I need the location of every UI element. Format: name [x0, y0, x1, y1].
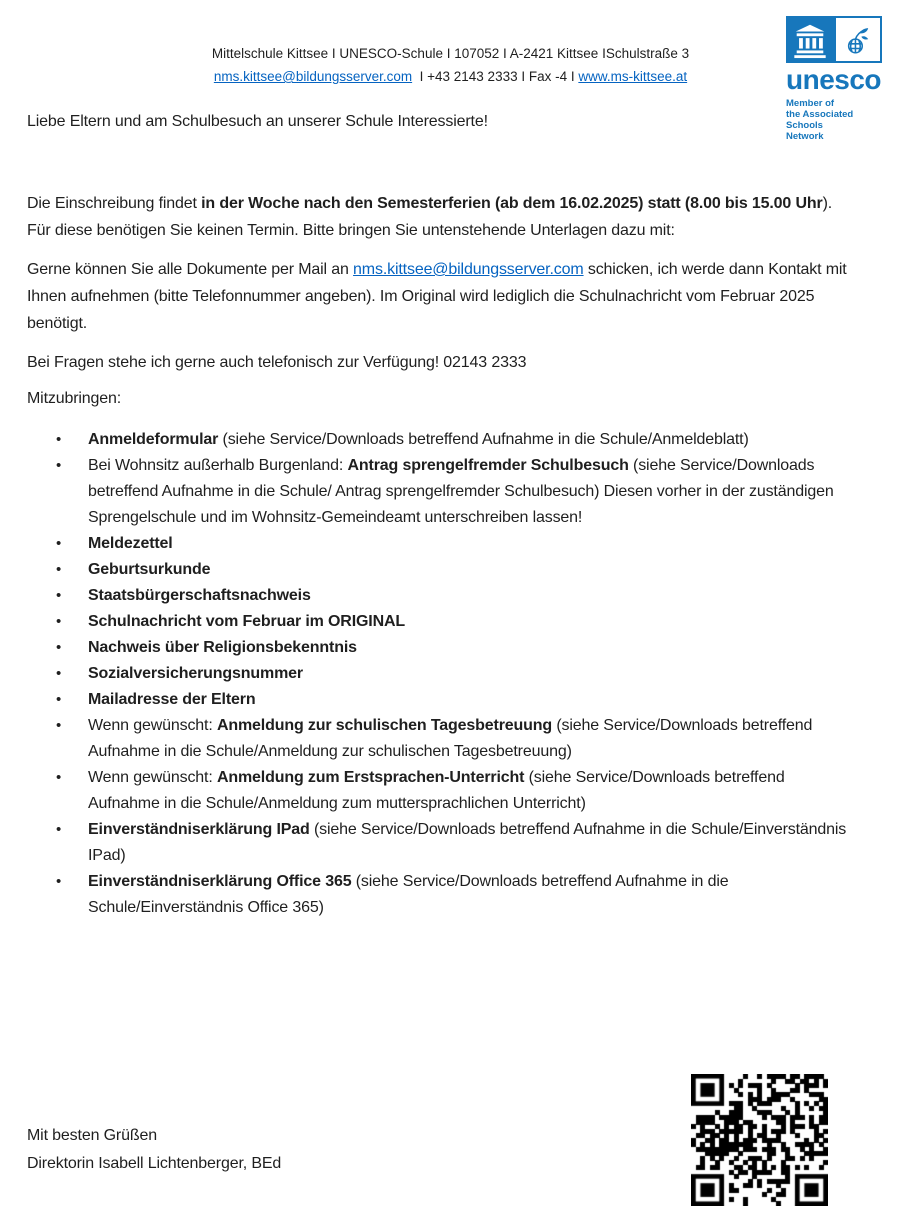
list-item: • Einverständniserklärung IPad (siehe Service/Downloads betreffend Aufnahme in die Schule/Einverständnis IPad) [88, 817, 856, 869]
list-item: • Wenn gewünscht: Anmeldung zum Erstsprachen-Unterricht (siehe Service/Downloads betreffend Aufnahme in die Schule/Anmeldung zum muttersprachlichen Unterricht) [88, 765, 856, 817]
list-item: • Einverständniserklärung Office 365 (siehe Service/Downloads betreffend Aufnahme in die Schule/Einverständnis Office 365) [88, 869, 856, 921]
email-link-body[interactable]: nms.kittsee@bildungsserver.com [353, 261, 584, 278]
list-item: • Geburtsurkunde [88, 557, 856, 583]
website-link[interactable]: www.ms-kittsee.at [578, 69, 688, 84]
unesco-member-line-3: Network [786, 131, 824, 142]
unesco-member-line-2: the Associated Schools [786, 109, 854, 131]
list-item: • Meldezettel [88, 531, 856, 557]
letterhead [0, 0, 901, 88]
qr-code [691, 1074, 828, 1206]
aspnet-plant-globe-icon [834, 16, 882, 63]
unesco-member-line-1: Member of [786, 98, 835, 109]
unesco-logo [786, 16, 892, 142]
email-link[interactable]: nms.kittsee@bildungsserver.com [213, 69, 413, 84]
list-intro: Mitzubringen: [27, 390, 122, 407]
list-item: • Mailadresse der Eltern [88, 687, 856, 713]
list-item: • Nachweis über Religionsbekenntnis [88, 635, 856, 661]
signature-name: Direktorin Isabell Lichtenberger, BEd [27, 1155, 282, 1172]
list-item: • Bei Wohnsitz außerhalb Burgenland: Antrag sprengelfremder Schulbesuch (siehe Service/Downloads betreffend Aufnahme in die Schule/ Antrag sprengelfremder Schulbesuch) Diesen vorher in der zuständigen Sprengelschule und im Wohnsitz-Gemeindeamt unterschreiben lassen! [88, 453, 856, 531]
signature-block [27, 1122, 281, 1178]
paragraph-phone-contact: Bei Fragen stehe ich gerne auch telefonisch zur Verfügung! 02143 2333 [27, 354, 527, 371]
list-item: • Schulnachricht vom Februar im ORIGINAL [88, 609, 856, 635]
school-contact-line: Mittelschule Kittsee I UNESCO-Schule I 107052 I A-2421 Kittsee ISchulstraße 3 [211, 46, 690, 61]
paragraph-email-option: Gerne können Sie alle Dokumente per Mail an nms.kittsee@bildungsserver.com schicken, ich werde dann Kontakt mit Ihnen aufnehmen (bitte Telefonnummer angeben). Im Original wird lediglich die Schulnachricht vom Februar 2025 benötigt. [27, 261, 847, 332]
salutation: Liebe Eltern und am Schulbesuch an unserer Schule Interessierte! [27, 113, 488, 130]
list-item: • Staatsbürgerschaftsnachweis [88, 583, 856, 609]
unesco-logo-squares [786, 16, 892, 63]
list-item: • Sozialversicherungsnummer [88, 661, 856, 687]
unesco-wordmark: unesco [786, 64, 882, 95]
unesco-member-text [786, 98, 892, 142]
school-links-line: nms.kittsee@bildungsserver.com I +43 2143 2333 I Fax -4 I www.ms-kittsee.at [213, 69, 688, 84]
paragraph-enrollment-dates: Die Einschreibung findet in der Woche nach den Semesterferien (ab dem 16.02.2025) statt (8.00 bis 15.00 Uhr). Für diese benötigen Sie keinen Termin. Bitte bringen Sie untenstehende Unterlagen dazu mit: [27, 195, 833, 239]
letter-body [0, 108, 901, 921]
required-documents-list [27, 427, 856, 921]
list-item: • Wenn gewünscht: Anmeldung zur schulischen Tagesbetreuung (siehe Service/Downloads betreffend Aufnahme in die Schule/Anmeldung zur schulischen Tagesbetreuung) [88, 713, 856, 765]
list-item: • Anmeldeformular (siehe Service/Downloads betreffend Aufnahme in die Schule/Anmeldeblatt) [88, 427, 856, 453]
closing-greeting: Mit besten Grüßen [27, 1127, 157, 1144]
unesco-temple-icon [786, 16, 834, 63]
